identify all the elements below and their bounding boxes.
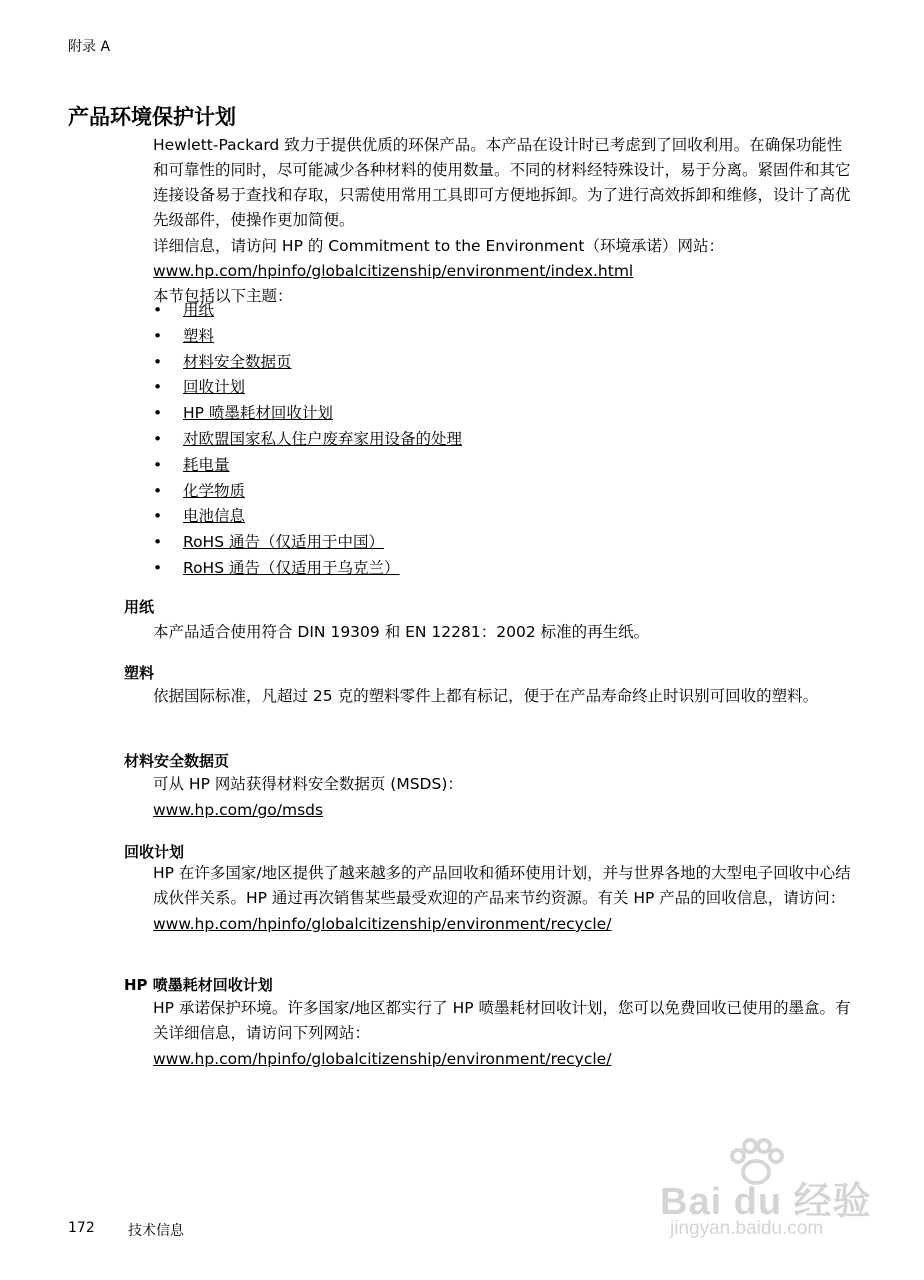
section-heading-msds: 材料安全数据页 xyxy=(124,752,230,770)
topic-link-msds[interactable]: 材料安全数据页 xyxy=(183,352,292,371)
bullet-icon: • xyxy=(153,429,163,448)
recycling-link[interactable]: www.hp.com/hpinfo/globalcitizenship/environment/recycle/ xyxy=(153,915,612,933)
topic-link-inkjet[interactable]: HP 喷墨耗材回收计划 xyxy=(183,404,333,423)
bullet-icon: • xyxy=(153,507,163,526)
topic-link-power[interactable]: 耗电量 xyxy=(183,455,230,474)
more-info-text: 详细信息，请访问 HP 的 Commitment to the Environment（环境承诺）网站： xyxy=(153,237,724,255)
running-header: 附录 A xyxy=(68,39,111,55)
topic-link-plastics[interactable]: 塑料 xyxy=(183,326,215,345)
section-paper xyxy=(153,620,853,645)
bullet-icon: • xyxy=(153,533,163,552)
bullet-icon: • xyxy=(153,558,163,577)
topic-link-rohs-ukraine[interactable]: RoHS 通告（仅适用于乌克兰） xyxy=(183,558,400,577)
environment-link[interactable]: www.hp.com/hpinfo/globalcitizenship/environment/index.html xyxy=(153,262,634,280)
section-recycling xyxy=(153,861,853,937)
topic-link-rohs-china[interactable]: RoHS 通告（仅适用于中国） xyxy=(183,533,384,552)
topic-link-paper[interactable]: 用纸 xyxy=(183,301,215,319)
msds-link[interactable]: www.hp.com/go/msds xyxy=(153,801,324,819)
section-msds xyxy=(153,772,853,823)
section-heading-recycling: 回收计划 xyxy=(124,843,185,861)
section-body: HP 在许多国家/地区提供了越来越多的产品回收和循环使用计划，并与世界各地的大型电子回收中心结成伙伴关系。HP 通过再次销售某些最受欢迎的产品来节约资源。有关 HP 产品的回收信息，请访问： xyxy=(153,864,851,907)
section-body: 依据国际标准，凡超过 25 克的塑料零件上都有标记，便于在产品寿命终止时识别可回收的塑料。 xyxy=(153,687,819,705)
intro-paragraph: Hewlett-Packard 致力于提供优质的环保产品。本产品在设计时已考虑到了回收利用。在确保功能性和可靠性的同时，尽可能减少各种材料的使用数量。不同的材料经特殊设计，易于分离。紧固件和其它连接设备易于查找和存取，只需使用常用工具即可方便地拆卸。为了进行高效拆卸和维修，设计了高优先级部件，使操作更加简便。 xyxy=(153,136,851,229)
section-heading-plastics: 塑料 xyxy=(124,664,155,682)
page-number: 172 xyxy=(68,1220,95,1236)
section-heading-inkjet: HP 喷墨耗材回收计划 xyxy=(124,976,273,994)
section-body: HP 承诺保护环境。许多国家/地区都实行了 HP 喷墨耗材回收计划，您可以免费回收已使用的墨盒。有关详细信息，请访问下列网站： xyxy=(153,999,851,1042)
inkjet-recycle-link[interactable]: www.hp.com/hpinfo/globalcitizenship/environment/recycle/ xyxy=(153,1050,612,1068)
section-body: 可从 HP 网站获得材料安全数据页 (MSDS)： xyxy=(153,775,463,793)
section-body: 本产品适合使用符合 DIN 19309 和 EN 12281：2002 标准的再生纸。 xyxy=(153,623,650,641)
footer-label: 技术信息 xyxy=(128,1223,184,1239)
page-title: 产品环境保护计划 xyxy=(68,105,236,129)
bullet-icon: • xyxy=(153,378,163,397)
section-inkjet xyxy=(153,996,853,1072)
topic-link-eu-disposal[interactable]: 对欧盟国家私人住户废弃家用设备的处理 xyxy=(183,429,463,448)
intro-section xyxy=(153,133,853,309)
watermark-url: jingyan.baidu.com xyxy=(670,1218,824,1239)
bullet-icon: • xyxy=(153,352,163,371)
topic-link-recycling[interactable]: 回收计划 xyxy=(183,378,246,397)
bullet-icon: • xyxy=(153,404,163,423)
bullet-icon: • xyxy=(153,301,163,319)
topics-intro: 本节包括以下主题： xyxy=(153,287,293,305)
section-plastics xyxy=(153,684,853,709)
topic-link-battery[interactable]: 电池信息 xyxy=(183,507,246,526)
section-heading-paper: 用纸 xyxy=(124,598,155,616)
bullet-icon: • xyxy=(153,326,163,345)
watermark-logo: Bai du 经验 xyxy=(660,1181,872,1223)
bullet-icon: • xyxy=(153,481,163,500)
bullet-icon: • xyxy=(153,455,163,474)
topic-link-chemicals[interactable]: 化学物质 xyxy=(183,481,246,500)
